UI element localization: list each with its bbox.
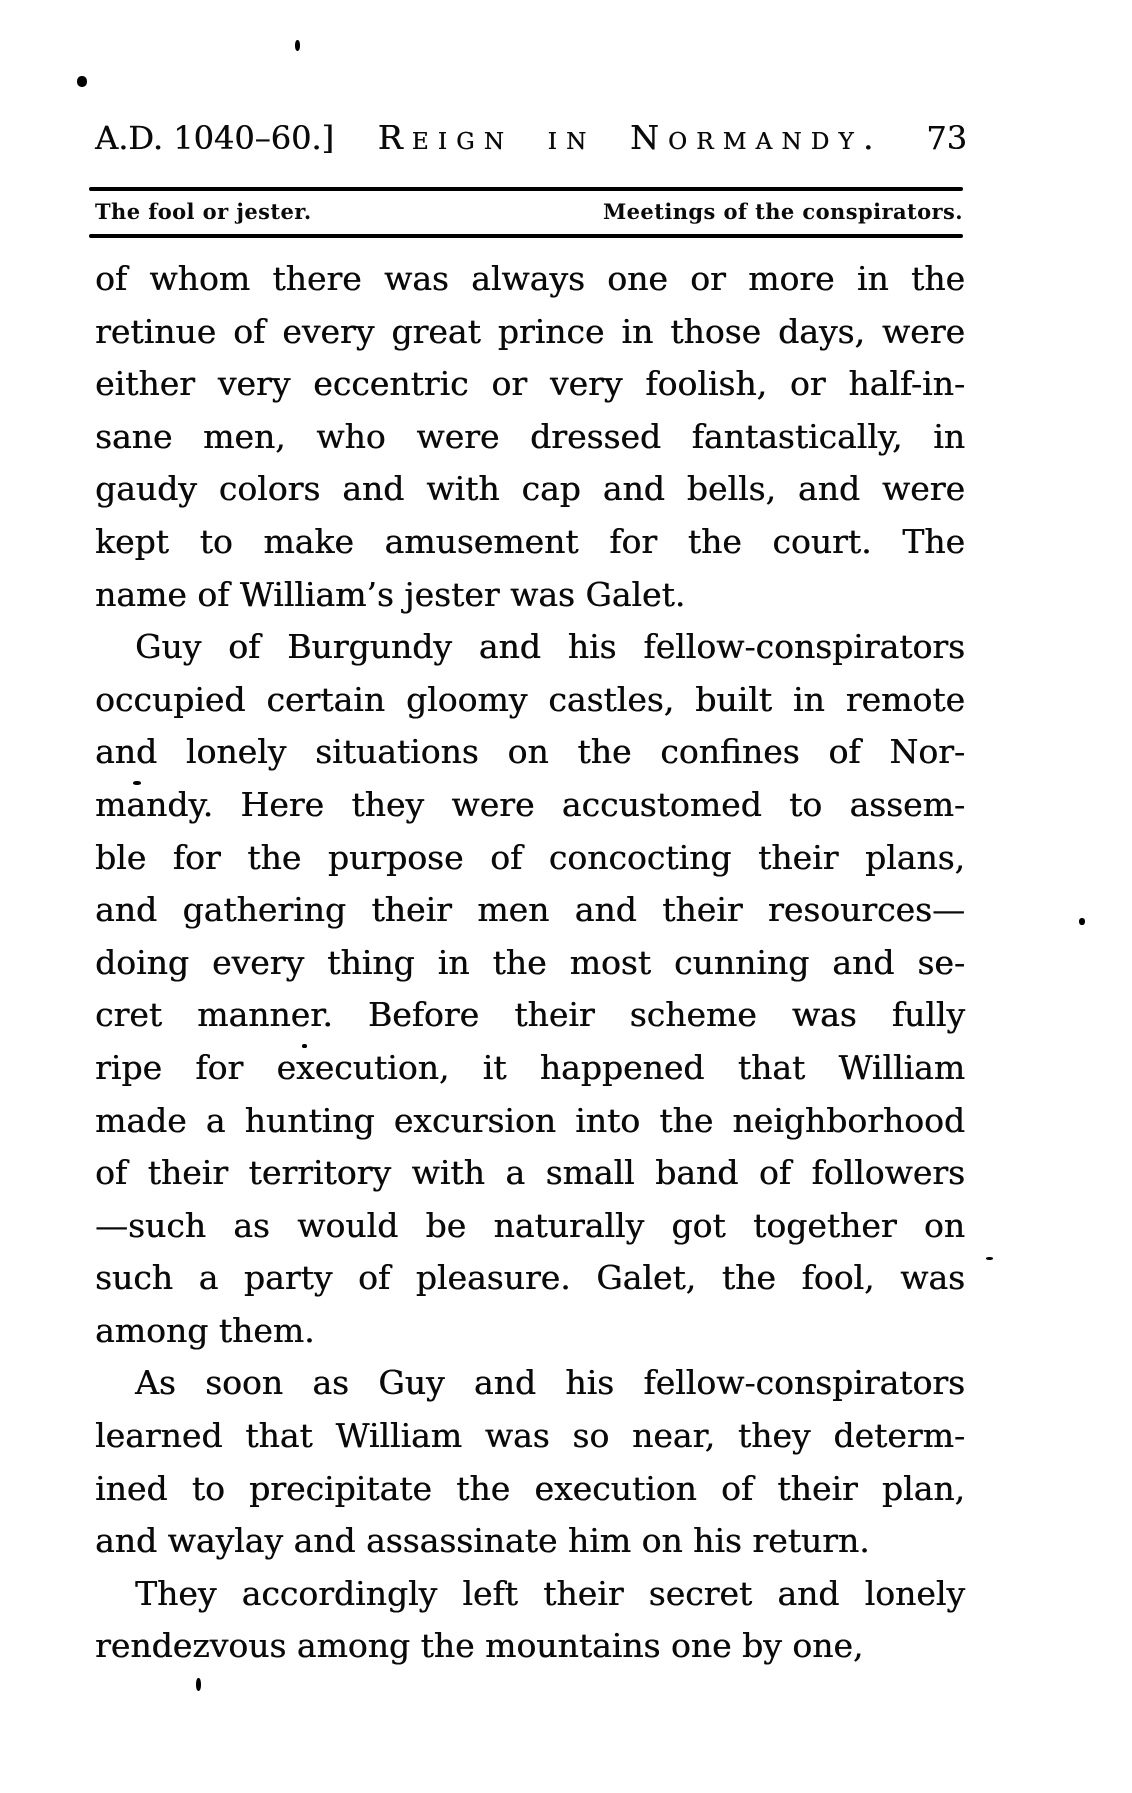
body-line: Guy of Burgundy and his fellow-conspirators (135, 627, 965, 667)
subheader-left-caption: The fool or jester. (95, 199, 312, 224)
body-line: and waylay and assassinate him on his return. (95, 1521, 870, 1561)
body-line: kept to make amusement for the court. The (95, 521, 965, 561)
header-running-title: Reign in Normandy. (377, 118, 883, 157)
body-line: learned that William was so near, they determ- (95, 1416, 965, 1456)
body-line: sane men, who were dressed fantastically, in (95, 416, 965, 456)
speck-accent-execution (302, 1044, 307, 1048)
body-line: They accordingly left their secret and lonely (135, 1573, 965, 1613)
subheader-right-caption: Meetings of the conspirators. (602, 199, 963, 224)
body-line: ined to precipitate the execution of their plan, (95, 1468, 965, 1508)
header-date-range: A.D. 1040–60.] (95, 119, 334, 157)
divider-rule-top (89, 187, 963, 191)
body-line: of their territory with a small band of followers (95, 1153, 965, 1193)
body-line: cret manner. Before their scheme was fully (95, 995, 965, 1035)
body-line: ripe for execution, it happened that William (95, 1047, 965, 1087)
body-line: made a hunting excursion into the neighborhood (95, 1100, 965, 1140)
speck-right-dash (986, 1257, 993, 1260)
body-line: of whom there was always one or more in the (95, 259, 965, 298)
subheader-row (95, 199, 963, 224)
body-line: such a party of pleasure. Galet, the fool, was (95, 1258, 965, 1298)
body-line: and lonely situations on the confines of Nor- (95, 732, 965, 772)
body-line: retinue of every great prince in those days, were (95, 311, 965, 351)
body-line: ble for the purpose of concocting their plans, (95, 837, 965, 877)
divider-rule-bottom (89, 234, 963, 238)
body-line: As soon as Guy and his fellow-conspirators (135, 1363, 965, 1403)
body-line: rendezvous among the mountains one by one, (95, 1626, 864, 1666)
speck-bottom-apostrophe (196, 1678, 201, 1691)
speck-accent-mandy (133, 781, 141, 785)
body-line: gaudy colors and with cap and bells, and were (95, 469, 965, 509)
body-line: either very eccentric or very foolish, or half-in- (95, 364, 965, 404)
body-line: doing every thing in the most cunning and se- (95, 942, 965, 982)
body-text (95, 253, 965, 1673)
body-line: among them. (95, 1310, 315, 1350)
header-page-number: 73 (926, 119, 967, 157)
page-header (95, 118, 967, 157)
body-line: —such as would be naturally got together on (95, 1205, 965, 1245)
body-line: occupied certain gloomy castles, built in remote (95, 679, 965, 719)
speck-right-margin-dot (1079, 918, 1085, 925)
body-line: mandy. Here they were accustomed to assem- (95, 784, 965, 824)
speck-top-left-blob (77, 76, 87, 87)
body-line: and gathering their men and their resources— (95, 890, 965, 930)
speck-top-comma (295, 40, 300, 51)
body-line: name of William’s jester was Galet. (95, 574, 686, 614)
